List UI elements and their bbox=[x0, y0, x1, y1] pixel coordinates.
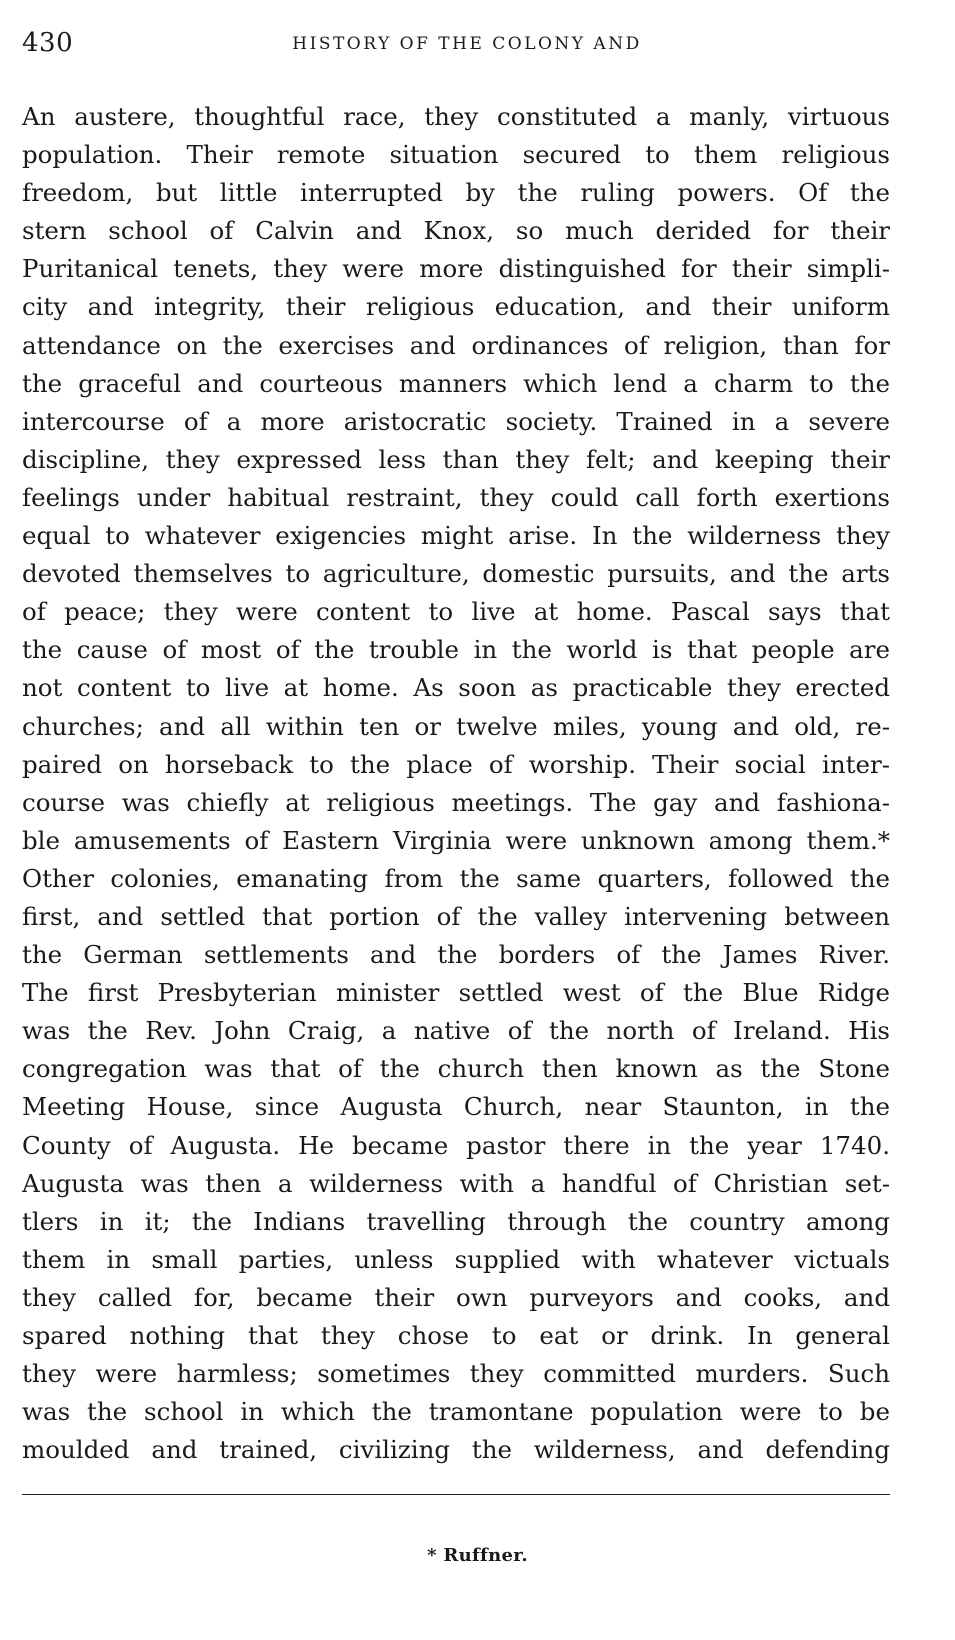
text-line: paired on horseback to the place of worship. Their social inter- bbox=[22, 749, 890, 779]
text-line: moulded and trained, civilizing the wilderness, and defending bbox=[22, 1435, 890, 1465]
text-line: the graceful and courteous manners which lend a charm to the bbox=[22, 368, 890, 398]
footnote: * Ruffner. bbox=[427, 1545, 528, 1566]
text-line: discipline, they expressed less than they felt; and keeping their bbox=[22, 444, 890, 474]
text-line: Meeting House, since Augusta Church, near Staunton, in the bbox=[22, 1092, 890, 1122]
text-line: city and integrity, their religious education, and their uniform bbox=[22, 292, 890, 322]
text-line: attendance on the exercises and ordinances of religion, than for bbox=[22, 330, 890, 360]
text-line: Puritanical tenets, they were more distinguished for their simpli- bbox=[22, 254, 890, 284]
running-title: HISTORY OF THE COLONY AND bbox=[292, 34, 642, 54]
text-line: Other colonies, emanating from the same quarters, followed the bbox=[22, 863, 890, 893]
text-line: equal to whatever exigencies might arise. In the wilderness they bbox=[22, 521, 890, 551]
text-line: of peace; they were content to live at home. Pascal says that bbox=[22, 597, 890, 627]
text-line: freedom, but little interrupted by the ruling powers. Of the bbox=[22, 178, 890, 208]
page-number: 430 bbox=[22, 28, 74, 58]
text-line: they called for, became their own purveyors and cooks, and bbox=[22, 1282, 890, 1312]
text-line: course was chiefly at religious meetings. The gay and fashiona- bbox=[22, 787, 890, 817]
text-line: tlers in it; the Indians travelling through the country among bbox=[22, 1206, 890, 1236]
text-line: Augusta was then a wilderness with a handful of Christian set- bbox=[22, 1168, 890, 1198]
text-line: spared nothing that they chose to eat or drink. In general bbox=[22, 1321, 890, 1350]
text-line: was the school in which the tramontane population were to be bbox=[22, 1397, 890, 1427]
text-line: they were harmless; sometimes they committed murders. Such bbox=[22, 1359, 890, 1389]
footnote-divider bbox=[22, 1494, 890, 1495]
text-line: churches; and all within ten or twelve miles, young and old, re- bbox=[22, 711, 890, 741]
text-line: congregation was that of the church then known as the Stone bbox=[22, 1054, 890, 1084]
text-line: The first Presbyterian minister settled west of the Blue Ridge bbox=[22, 978, 890, 1008]
running-head bbox=[22, 28, 912, 68]
text-line: ble amusements of Eastern Virginia were unknown among them.* bbox=[22, 825, 890, 855]
text-line: An austere, thoughtful race, they constituted a manly, virtuous bbox=[22, 102, 890, 131]
text-line: the German settlements and the borders of the James River. bbox=[22, 940, 890, 970]
text-line: devoted themselves to agriculture, domestic pursuits, and the arts bbox=[22, 559, 890, 589]
text-line: stern school of Calvin and Knox, so much derided for their bbox=[22, 216, 890, 246]
text-line: intercourse of a more aristocratic society. Trained in a severe bbox=[22, 406, 890, 436]
text-line: not content to live at home. As soon as practicable they erected bbox=[22, 673, 890, 703]
text-line: feelings under habitual restraint, they could call forth exertions bbox=[22, 482, 890, 512]
text-line: first, and settled that portion of the valley intervening between bbox=[22, 901, 890, 931]
body-text bbox=[22, 98, 890, 1469]
text-line: was the Rev. John Craig, a native of the north of Ireland. His bbox=[22, 1016, 890, 1046]
text-line: the cause of most of the trouble in the world is that people are bbox=[22, 635, 890, 665]
text-line: County of Augusta. He became pastor there in the year 1740. bbox=[22, 1130, 890, 1160]
text-line: population. Their remote situation secured to them religious bbox=[22, 140, 890, 170]
text-line: them in small parties, unless supplied with whatever victuals bbox=[22, 1244, 890, 1274]
